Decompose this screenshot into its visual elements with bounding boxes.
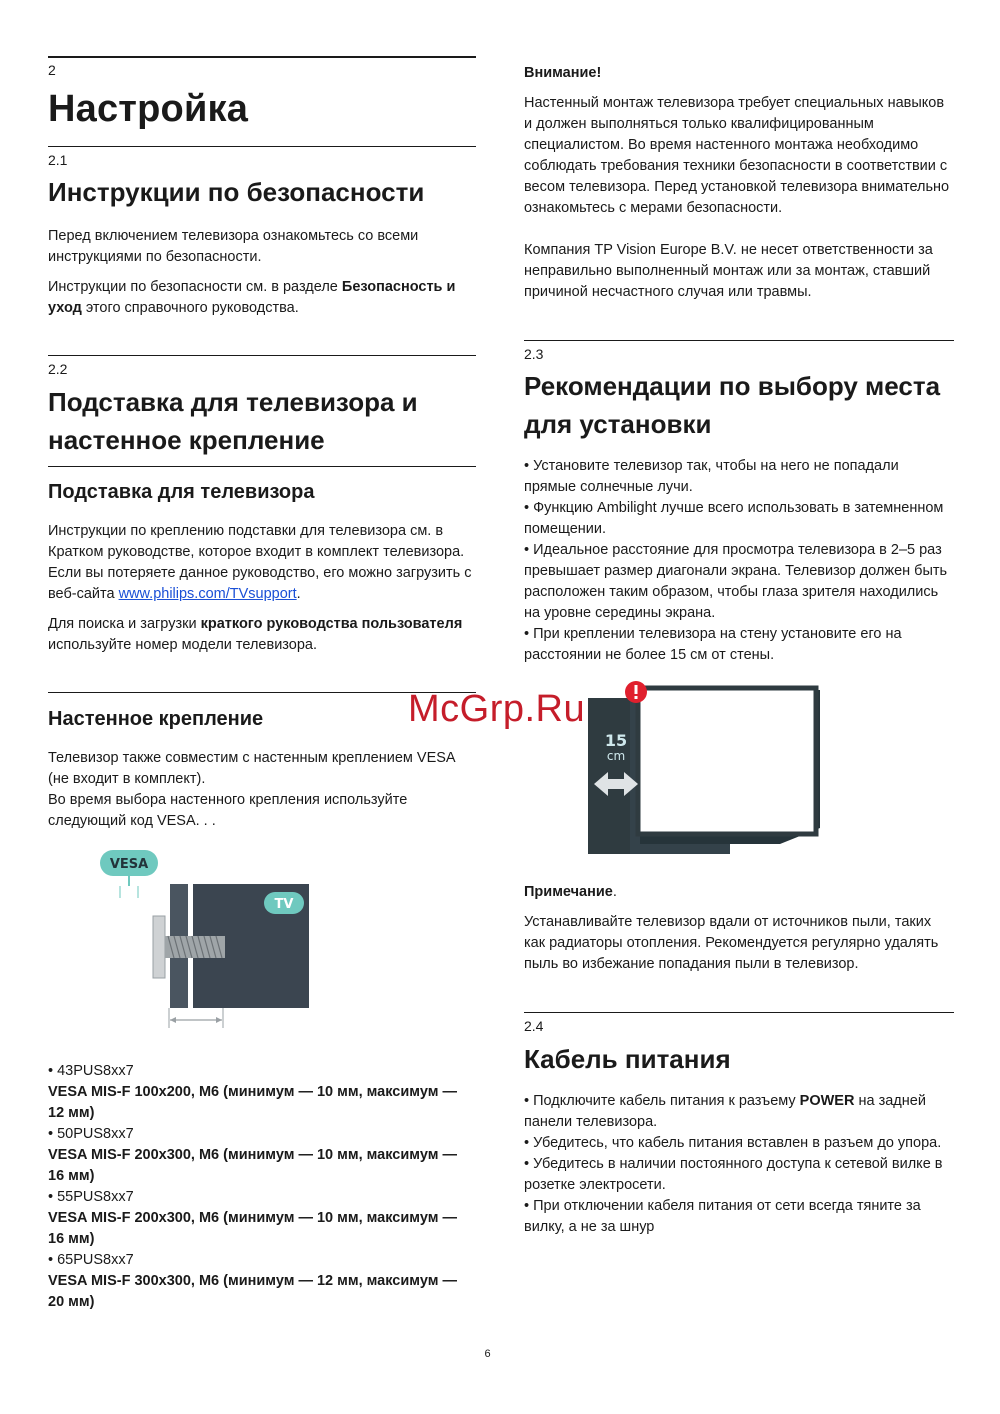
placement-item: • Идеальное расстояние для просмотра телевизора в 2–5 раз превышает размер диагонали экрана. Телевизор должен быть расположен таким образом, чтобы глаза зрителя находились на уровне середины экрана. [524, 542, 948, 621]
model-item: • 55PUS8xx7 [48, 1189, 134, 1205]
model-item: • 65PUS8xx7 [48, 1252, 134, 1268]
chapter-title: Настройка [48, 88, 249, 130]
section-title-2-3-line2: для установки [524, 409, 712, 439]
section-rule-2-4 [524, 1012, 954, 1013]
stand-paragraph-2 [48, 614, 476, 656]
power-item-text-a: • Подключите кабель питания к разъему [524, 1093, 800, 1109]
safety-text-c: этого справочного руководства. [81, 300, 299, 316]
wall-paragraph-1: Телевизор также совместим с настенным креплением VESA (не входит в комплект). [48, 750, 455, 787]
philips-support-link[interactable]: www.philips.com/TVsupport [118, 586, 297, 602]
section-title-2-1: Инструкции по безопасности [48, 177, 425, 207]
safety-paragraph-1: Перед включением телевизора ознакомьтесь со всеми инструкциями по безопасности. [48, 228, 419, 265]
model-item: • 50PUS8xx7 [48, 1126, 134, 1142]
model-spec: VESA MIS-F 100x200, M6 (минимум — 10 мм, максимум — 12 мм) [48, 1084, 457, 1121]
wall-paragraph-2: Во время выбора настенного крепления используйте следующий код VESA. . . [48, 792, 408, 829]
tv-screen [638, 688, 816, 834]
section-rule-2-1 [48, 146, 476, 147]
section-number-2-3: 2.3 [524, 346, 544, 362]
note-title-line [524, 882, 617, 903]
chapter-number: 2 [48, 62, 56, 78]
tv-badge-label: TV [274, 897, 294, 912]
model-spec: VESA MIS-F 200x300, M6 (минимум — 10 мм, максимум — 16 мм) [48, 1147, 457, 1184]
section-title-2-4: Кабель питания [524, 1044, 731, 1074]
safety-reference-bold: Безопасность и уход [48, 279, 456, 316]
safety-paragraph-2 [48, 277, 476, 319]
stand2-text-c: используйте номер модели телевизора. [48, 637, 318, 653]
section-number-2-1: 2.1 [48, 152, 68, 168]
chapter-rule [48, 56, 476, 58]
power-item-text-c: на задней панели телевизора. [524, 1093, 926, 1130]
note-title: Примечание [524, 884, 613, 900]
subsection-rule-stand [48, 466, 476, 467]
model-spec: VESA MIS-F 300x300, M6 (минимум — 12 мм, максимум — 20 мм) [48, 1273, 457, 1310]
section-rule-2-3 [524, 340, 954, 341]
stand-text-c: . [296, 586, 301, 602]
section-number-2-4: 2.4 [524, 1018, 544, 1034]
model-item: • 43PUS8xx7 [48, 1063, 134, 1079]
wall-distance-illustration [572, 680, 832, 860]
warning-title: Внимание! [524, 65, 602, 81]
power-item: • При отключении кабеля питания от сети всегда тяните за вилку, а не за шнур [524, 1198, 921, 1235]
section-title-2-3-line1: Рекомендации по выбору места [524, 371, 941, 401]
power-item: • Убедитесь в наличии постоянного доступа к сетевой вилке в розетке электросети. [524, 1156, 943, 1193]
vesa-badge-label: VESA [109, 857, 149, 872]
warning-paragraph-2: Компания TP Vision Europe B.V. не несет ответственности за неправильно выполненный монтаж или за монтаж, ставший причиной несчастного случая или травмы. [524, 242, 933, 300]
placement-item: • При креплении телевизора на стену установите его на расстоянии не более 15 см от стены. [524, 626, 902, 663]
stand-text-a: Инструкции по креплению подставки для телевизора см. в Кратком руководстве, которое входит в комплект телевизора. Если вы потеряете данное руководство, его можно загрузить с веб-сайта [48, 523, 472, 602]
wall-surface [153, 916, 165, 978]
model-list [48, 1061, 476, 1313]
placement-item: • Установите телевизор так, чтобы на него не попадали прямые солнечные лучи. [524, 458, 899, 495]
warning-paragraph-1: Настенный монтаж телевизора требует специальных навыков и должен выполняться только квалифицированным специалистом. Во время настенного монтажа необходимо соблюдать требования техники безопасности в соответствии с весом телевизора. Перед установкой телевизора внимательно ознакомьтесь с мерами безопасности. [524, 95, 950, 216]
stand2-text-a: Для поиска и загрузки [48, 616, 201, 632]
safety-text-a: Инструкции по безопасности см. в разделе [48, 279, 342, 295]
power-item [524, 1091, 954, 1133]
section-title-2-2-line1: Подставка для телевизора и [48, 387, 418, 417]
distance-value: 15 [604, 731, 628, 750]
section-number-2-2: 2.2 [48, 361, 68, 377]
vesa-mount-illustration [98, 846, 314, 1032]
placement-item: • Функцию Ambilight лучше всего использовать в затемненном помещении. [524, 500, 944, 537]
watermark: McGrp.Ru [408, 688, 586, 730]
stand2-text-bold: краткого руководства пользователя [200, 616, 463, 632]
power-connector-label: POWER [799, 1093, 855, 1109]
model-spec: VESA MIS-F 200x300, M6 (минимум — 10 мм, максимум — 16 мм) [48, 1210, 457, 1247]
distance-unit: cm [606, 749, 626, 763]
page-number: 6 [484, 1348, 491, 1360]
section-rule-2-2 [48, 355, 476, 356]
placement-list [524, 456, 954, 666]
stand-paragraph-1 [48, 521, 476, 605]
stand-title: Подставка для телевизора [48, 481, 315, 503]
section-title-2-2-line2: настенное крепление [48, 425, 325, 455]
wall-mount-title: Настенное крепление [48, 708, 264, 730]
power-item: • Убедитесь, что кабель питания вставлен в разъем до упора. [524, 1135, 942, 1151]
note-paragraph: Устанавливайте телевизор вдали от источников пыли, таких как радиаторы отопления. Рекомендуется регулярно удалять пыль во избежание попадания пыли в телевизор. [524, 914, 939, 972]
power-list [524, 1091, 954, 1238]
note-dot: . [612, 884, 617, 900]
